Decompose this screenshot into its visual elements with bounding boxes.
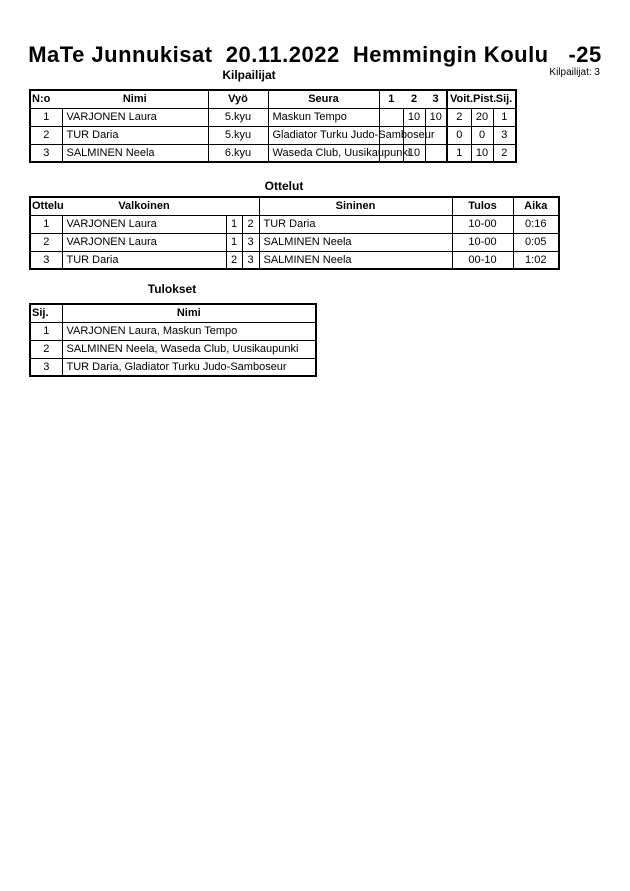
result-place: 1: [30, 322, 62, 340]
result-name: TUR Daria, Gladiator Turku Judo-Samboseur: [62, 358, 316, 376]
header-voit: Voit.: [447, 90, 471, 108]
points: 20: [471, 108, 493, 126]
header-sininen: Sininen: [259, 197, 452, 215]
header-tulos: Tulos: [452, 197, 513, 215]
header-nimi: Nimi: [122, 93, 147, 106]
result-row: [30, 358, 316, 376]
competitor-name: VARJONEN Laura: [62, 108, 208, 126]
ottelut-table: [29, 196, 560, 270]
result-name: VARJONEN Laura, Maskun Tempo: [62, 322, 316, 340]
match-number: 1: [30, 215, 62, 233]
header-col2: 2: [410, 93, 418, 106]
header-pist: Pist.: [473, 93, 497, 106]
competitor-name: SALMINEN Neela: [62, 144, 208, 162]
header-sij: Sij.: [495, 93, 513, 106]
competitor-number: 1: [30, 108, 62, 126]
result-row: [30, 322, 316, 340]
white-number: 1: [226, 215, 242, 233]
blue-number: 2: [242, 215, 259, 233]
kilpailijat-header-row: [30, 90, 516, 108]
points: 10: [471, 144, 493, 162]
match-result: 10-00: [452, 215, 513, 233]
blue-name: SALMINEN Neela: [259, 251, 452, 269]
placement: 1: [493, 108, 516, 126]
wins: 0: [447, 126, 471, 144]
header-ottelu: Ottelu: [32, 200, 64, 213]
white-number: 1: [226, 233, 242, 251]
competitor-club: Maskun Tempo: [268, 108, 379, 126]
score-vs-3: 10: [425, 108, 447, 126]
competitor-belt: 6.kyu: [208, 144, 268, 162]
blue-name: TUR Daria: [259, 215, 452, 233]
match-row: [30, 251, 559, 269]
competitor-count-label: Kilpailijat: 3: [549, 67, 600, 78]
header-col1: 1: [388, 93, 395, 106]
blue-name: SALMINEN Neela: [259, 233, 452, 251]
competitor-number: 2: [30, 126, 62, 144]
competitor-belt: 5.kyu: [208, 108, 268, 126]
competitor-row: [30, 144, 516, 162]
competitor-row: [30, 126, 516, 144]
page-title: MaTe Junnukisat 20.11.2022 Hemmingin Koulu -25: [28, 42, 602, 67]
header-valkoinen: Valkoinen: [118, 200, 170, 213]
match-number: 2: [30, 233, 62, 251]
tulokset-section-heading: Tulokset: [147, 282, 197, 296]
wins: 2: [447, 108, 471, 126]
competitor-row: [30, 108, 516, 126]
result-place: 3: [30, 358, 62, 376]
white-name: VARJONEN Laura: [62, 215, 226, 233]
match-number: 3: [30, 251, 62, 269]
match-row: [30, 215, 559, 233]
blue-number: 3: [242, 251, 259, 269]
header-sij: Sij.: [30, 304, 62, 322]
white-number: 2: [226, 251, 242, 269]
competitor-club: Gladiator Turku Judo-Samboseur: [268, 126, 379, 144]
placement: 3: [493, 126, 516, 144]
score-vs-2: 10: [403, 108, 425, 126]
result-row: [30, 340, 316, 358]
header-aika: Aika: [513, 197, 559, 215]
match-time: 0:05: [513, 233, 559, 251]
match-result: 00-10: [452, 251, 513, 269]
wins: 1: [447, 144, 471, 162]
header-vyo: Vyö: [208, 90, 268, 108]
points: 0: [471, 126, 493, 144]
match-time: 1:02: [513, 251, 559, 269]
placement: 2: [493, 144, 516, 162]
header-seura: Seura: [268, 90, 379, 108]
score-vs-1: [379, 108, 403, 126]
competitor-belt: 5.kyu: [208, 126, 268, 144]
white-name: VARJONEN Laura: [62, 233, 226, 251]
tulokset-table: [29, 303, 317, 377]
score-vs-2: 10: [403, 144, 425, 162]
competitor-number: 3: [30, 144, 62, 162]
kilpailijat-section-heading: Kilpailijat: [222, 68, 276, 82]
header-nimi: Nimi: [176, 307, 201, 320]
white-name: TUR Daria: [62, 251, 226, 269]
tulokset-header-row: [30, 304, 316, 322]
result-place: 2: [30, 340, 62, 358]
score-vs-3: [425, 144, 447, 162]
ottelut-header-row: [30, 197, 559, 215]
ottelut-section-heading: Ottelut: [264, 179, 304, 193]
blue-number: 3: [242, 233, 259, 251]
match-time: 0:16: [513, 215, 559, 233]
competitor-name: TUR Daria: [62, 126, 208, 144]
header-col3: 3: [432, 93, 439, 106]
kilpailijat-table: [29, 89, 517, 163]
match-row: [30, 233, 559, 251]
header-numbers: [226, 197, 259, 215]
result-name: SALMINEN Neela, Waseda Club, Uusikaupunki: [62, 340, 316, 358]
match-result: 10-00: [452, 233, 513, 251]
competitor-club: Waseda Club, Uusikaupunki: [268, 144, 379, 162]
header-nro: N:o: [32, 93, 51, 106]
